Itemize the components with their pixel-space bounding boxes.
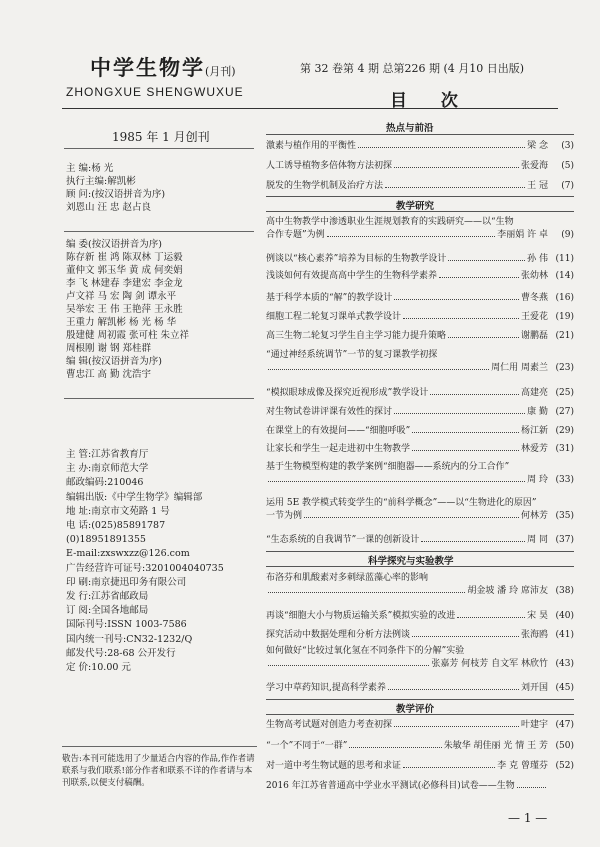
- editors-line: 陈存新 崔 鸿 陈双林 丁运毅: [66, 252, 183, 263]
- copyright-notice: 敬告:本刊可能选用了少量适合内容的作品,作作者请联系与我们联系!部分作者和联系不详的作者请与本刊联系,以便支付稿酬。: [62, 746, 257, 789]
- editors-label: 编 委(按汉语拼音为序): [66, 239, 162, 250]
- entry-author: 刘开国: [520, 683, 548, 693]
- entry-title: 让家长和学生一起走进初中生物教学: [266, 444, 411, 454]
- toc-entry[interactable]: [266, 160, 574, 173]
- leader-dots: [412, 432, 519, 433]
- entry-title: “生态系统的自我调节”一课的创新设计: [266, 535, 420, 545]
- toc-entry[interactable]: [266, 461, 574, 487]
- leader-dots: [394, 167, 519, 168]
- entry-author: 谢鹏磊: [520, 331, 548, 341]
- left-divider: [64, 148, 254, 149]
- entry-author: 叶建宇: [520, 720, 548, 730]
- entry-author: 周 同: [527, 535, 548, 545]
- section-title: 教学评价: [396, 704, 435, 715]
- entry-title: 高中生物教学中渗透职业生涯规划教育的实践研究——以“生物: [266, 217, 514, 227]
- leader-dots: [388, 689, 519, 690]
- entry-page: (25): [555, 388, 574, 398]
- publisher-line: 主 管:江苏省教育厅: [66, 449, 149, 460]
- entry-title: 浅谈如何有效提高高中学生的生物科学素养: [266, 271, 438, 281]
- entry-author: 康 勤: [527, 407, 548, 417]
- entry-page: (41): [555, 630, 574, 640]
- leader-dots: [457, 617, 525, 618]
- toc-entry[interactable]: [266, 349, 574, 375]
- toc-entry[interactable]: [266, 534, 574, 547]
- entry-title: 激素与植作用的平衡性: [266, 141, 357, 151]
- toc-entry[interactable]: [266, 497, 574, 523]
- entry-page: (38): [555, 586, 574, 596]
- toc-entry[interactable]: [266, 330, 574, 343]
- entry-title: 人工诱导植物多倍体物方法初探: [266, 161, 393, 171]
- publisher-line: 国内统一刊号:CN32-1232/Q: [66, 633, 193, 645]
- section-rule: [266, 211, 574, 212]
- publisher-line: 国际刊号:ISSN 1003-7586: [66, 619, 187, 631]
- editorial-line: 曹忠江 高 勤 沈浩宇: [66, 369, 152, 380]
- entry-page: (9): [561, 230, 574, 240]
- editors-line: 周根刚 谢 钢 郑桂群: [66, 343, 152, 354]
- toc-entry[interactable]: [266, 645, 574, 671]
- leader-dots: [439, 277, 519, 278]
- toc-entry[interactable]: [266, 406, 574, 419]
- section-title: 热点与前沿: [386, 123, 434, 134]
- leader-dots: [349, 747, 441, 748]
- entry-title: 探究活动中数据处理和分析方法例谈: [266, 630, 411, 640]
- toc-entry[interactable]: [266, 610, 574, 623]
- staff-list: [66, 162, 256, 214]
- section-rule: [266, 134, 574, 135]
- entry-title: 在课堂上的有效提问——“细胞呼吸”: [266, 426, 411, 436]
- entry-page: (37): [555, 535, 574, 545]
- publisher-line: 电 话:(025)85891787: [66, 520, 166, 532]
- toc-entry[interactable]: [266, 216, 574, 242]
- entry-author: 王 冠: [527, 181, 548, 191]
- editorial-board: [66, 238, 256, 381]
- editors-line: 卢文祥 马 宏 陶 剑 谭永平: [66, 291, 177, 302]
- entry-author: 孙 伟: [527, 254, 548, 264]
- leader-dots: [268, 481, 525, 482]
- entry-page: (31): [555, 444, 574, 454]
- toc-entry[interactable]: [266, 719, 574, 732]
- leader-dots: [268, 369, 489, 370]
- entry-author: 张爱海: [520, 161, 548, 171]
- entry-author: 朱敏华 胡佳丽 光 情 王 芳: [443, 741, 548, 751]
- entry-page: (7): [561, 181, 574, 191]
- toc-entry[interactable]: [266, 270, 574, 283]
- toc-entry[interactable]: [266, 292, 574, 305]
- leader-dots: [394, 413, 525, 414]
- entry-author: 何林芳: [520, 511, 548, 521]
- entry-title-cont: 合作专题”为例: [266, 230, 325, 240]
- entry-author: 曹冬燕: [520, 293, 548, 303]
- section-rule: [266, 551, 574, 552]
- toc-entry[interactable]: [266, 425, 574, 438]
- publisher-line: 主 办:南京师范大学: [66, 463, 149, 475]
- publisher-line: 邮政编码:210046: [66, 477, 144, 489]
- publisher-line: E-mail:zxswxzz@126.com: [66, 548, 190, 560]
- entry-author: 周 玲: [527, 475, 548, 485]
- leader-dots: [421, 541, 525, 542]
- founded-date: 1985 年 1 月创刊: [112, 130, 210, 144]
- entry-author: 高建亮: [520, 388, 548, 398]
- entry-title: 生物高考试题对创造力考查初探: [266, 720, 393, 730]
- leader-dots: [394, 299, 519, 300]
- toc-entry[interactable]: [266, 311, 574, 324]
- entry-title: 基于科学本质的“解”的教学设计: [266, 293, 393, 303]
- section-title: 教学研究: [396, 201, 435, 212]
- publisher-line: 编辑出版:《中学生物学》编辑部: [66, 491, 203, 503]
- entry-page: (33): [555, 475, 574, 485]
- editors-line: 董仲文 郭玉华 黄 成 何奕娟: [66, 265, 183, 276]
- entry-page: (21): [555, 331, 574, 341]
- leader-dots: [358, 147, 525, 148]
- section-rule: [266, 566, 574, 567]
- staff-line: 顾 问:(按汉语拼音为序): [66, 189, 166, 200]
- entry-title: “模拟眼球成像及探究近视形成”教学设计: [266, 388, 429, 398]
- entry-author: 张海鸥: [520, 630, 548, 640]
- toc-entry[interactable]: [266, 180, 574, 193]
- toc-entry[interactable]: [266, 140, 574, 153]
- entry-title: 细胞工程二轮复习课单式教学设计: [266, 312, 402, 322]
- section-title: 科学探究与实验教学: [368, 556, 454, 567]
- leader-dots: [412, 450, 519, 451]
- editors-line: 殷建健 周初霞 张可柱 朱立祥: [66, 330, 190, 341]
- staff-line: 执行主编:解凯彬: [66, 176, 136, 187]
- toc-entry[interactable]: [266, 682, 574, 695]
- entry-author: 李丽娟 许 卓: [497, 230, 548, 240]
- leader-dots: [448, 260, 525, 261]
- entry-page: (47): [555, 720, 574, 730]
- entry-author: 杨江新: [520, 426, 548, 436]
- publisher-line: 印 刷:南京捷迅印务有限公司: [66, 576, 187, 588]
- section-rule: [266, 714, 574, 715]
- left-divider: [64, 231, 254, 232]
- entry-author: 胡金坡 潘 玲 席沛友: [467, 586, 548, 596]
- toc-entry[interactable]: [266, 387, 574, 400]
- leader-dots: [412, 636, 519, 637]
- leader-dots: [430, 394, 519, 395]
- entry-author: 李 克 曾瑾芬: [497, 761, 548, 771]
- entry-author: 张幼林: [520, 271, 548, 281]
- leader-dots: [304, 517, 519, 518]
- publisher-line: 广告经营许可证号:3201004040735: [66, 562, 224, 574]
- entry-title: 如何做好“比较过氧化氢在不同条件下的分解”实验: [266, 646, 465, 656]
- entry-page: (45): [555, 683, 574, 693]
- toc-entry[interactable]: [266, 760, 574, 773]
- editors-line: 李 飞 林建春 李建宏 李金龙: [66, 278, 183, 289]
- entry-title: “一个”不同于“一群”: [266, 741, 348, 751]
- journal-frequency: (月刊): [205, 65, 236, 78]
- entry-title: 例谈以“核心素养”培养为目标的生物教学设计: [266, 254, 447, 264]
- issue-info: 第 32 卷第 4 期 总第226 期 (4 月10 日出版): [300, 62, 525, 75]
- entry-page: (29): [555, 426, 574, 436]
- journal-title: [90, 52, 236, 82]
- entry-page: (43): [555, 659, 574, 669]
- section-rule: [266, 196, 574, 197]
- leader-dots: [268, 592, 465, 593]
- entry-author: 宋 昊: [527, 611, 548, 621]
- entry-author: 梁 念: [527, 141, 548, 151]
- entry-page: (52): [555, 761, 574, 771]
- editors-line: 王重力 解凯彬 杨 光 杨 华: [66, 317, 177, 328]
- publisher-line: (0)18951891355: [66, 534, 146, 546]
- entry-page: (5): [561, 161, 574, 171]
- entry-title: 学习中草药知识,提高科学素养: [266, 683, 386, 693]
- leader-dots: [385, 187, 525, 188]
- toc-entry[interactable]: [266, 253, 574, 266]
- staff-line: 主 编:杨 光: [66, 163, 114, 174]
- publisher-info: [66, 448, 256, 675]
- entry-title: 2016 年江苏省普通高中学业水平测试(必修科目)试卷——生物: [266, 781, 515, 791]
- publisher-line: 订 阅:全国各地邮局: [66, 605, 149, 617]
- entry-page: (40): [555, 611, 574, 621]
- entry-page: (11): [555, 254, 574, 264]
- entry-page: (27): [555, 407, 574, 417]
- publisher-line: 地 址:南京市文苑路 1 号: [66, 505, 170, 517]
- entry-title: 运用 5E 教学模式转变学生的“前科学概念”——以“生物进化的原因”: [266, 498, 537, 508]
- publisher-line: 邮发代号:28-68 公开发行: [66, 647, 176, 659]
- entry-title: 再谈“细胞大小与物质运输关系”模拟实验的改进: [266, 611, 456, 621]
- toc-entry[interactable]: [266, 740, 574, 753]
- journal-title-text: 中学生物学: [90, 55, 205, 80]
- toc-entry[interactable]: [266, 572, 574, 598]
- entry-page: (3): [561, 141, 574, 151]
- leader-dots: [327, 236, 496, 237]
- leader-dots: [403, 318, 519, 319]
- entry-page: (35): [555, 511, 574, 521]
- leader-dots: [394, 726, 519, 727]
- publisher-line: 发 行:江苏省邮政局: [66, 591, 149, 603]
- leader-dots: [268, 665, 429, 666]
- toc-entry[interactable]: [266, 629, 574, 642]
- entry-title-cont: 一节为例: [266, 511, 303, 521]
- entry-page: (50): [555, 741, 574, 751]
- entry-page: (23): [555, 363, 574, 373]
- leader-dots: [448, 337, 519, 338]
- header-rule: [62, 108, 558, 109]
- editorial-label: 编 辑(按汉语拼音为序): [66, 356, 162, 367]
- entry-title: 对一道中考生物试题的思考和求证: [266, 761, 402, 771]
- publisher-line: 定 价:10.00 元: [66, 662, 131, 674]
- entry-title: 脱发的生物学机制及治疗方法: [266, 181, 384, 191]
- staff-line: 刘恩山 汪 忠 赵占良: [66, 202, 152, 213]
- leader-dots: [517, 787, 546, 788]
- entry-author: 周仁用 周素兰: [491, 363, 548, 373]
- contents-title: 目 次: [390, 91, 472, 111]
- entry-page: (14): [555, 271, 574, 281]
- entry-author: 王爱花: [520, 312, 548, 322]
- entry-title: 基于生物模型构建的教学案例“细胞器——系统内的分工合作”: [266, 462, 510, 472]
- leader-dots: [403, 767, 495, 768]
- entry-title: 对生物试卷讲评课有效性的探讨: [266, 407, 393, 417]
- toc-entry[interactable]: [266, 443, 574, 456]
- section-rule: [266, 699, 574, 700]
- entry-title: “通过神经系统调节”一节的复习课教学初探: [266, 350, 438, 360]
- entry-author: 林爱芳: [520, 444, 548, 454]
- entry-page: (16): [555, 293, 574, 303]
- entry-title: 布洛芬和肌酸素对多刺绿蓝藻心率的影响: [266, 573, 429, 583]
- page-number: — 1 —: [508, 811, 548, 825]
- editors-line: 吴举宏 王 伟 王艳萍 王永胜: [66, 304, 183, 315]
- entry-title: 高三生物二轮复习学生自主学习能力提升策略: [266, 331, 447, 341]
- left-divider: [64, 398, 254, 399]
- entry-page: (19): [555, 312, 574, 322]
- journal-pinyin: ZHONGXUE SHENGWUXUE: [66, 85, 244, 99]
- toc-entry[interactable]: [266, 780, 574, 793]
- entry-author: 张嘉芳 何枝芳 自文军 林欣竹: [431, 659, 548, 669]
